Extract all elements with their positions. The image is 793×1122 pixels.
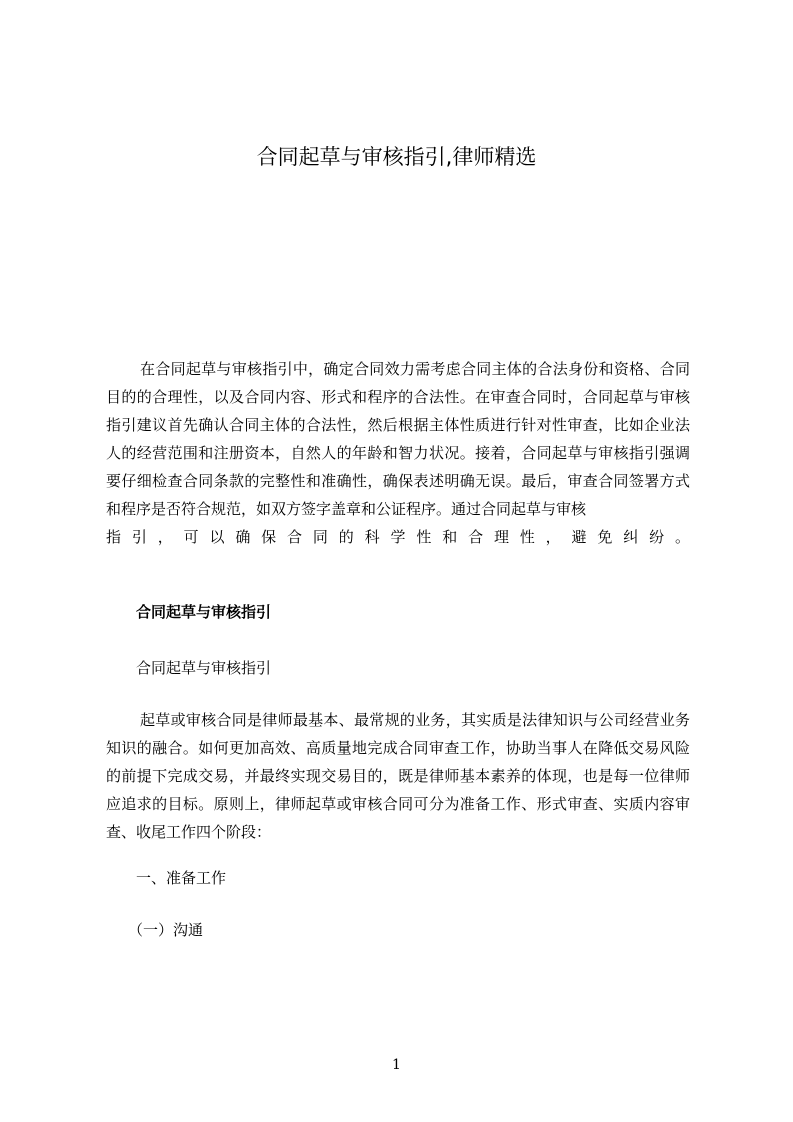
body-paragraph: 起草或审核合同是律师最基本、最常规的业务，其实质是法律知识与公司经营业务知识的融合。如何更加高效、高质量地完成合同审查工作，协助当事人在降低交易风险的前提下完成交易，并最终实现交易目的，既是律师基本素养的体现，也是每一位律师应追求的目标。原则上，律师起草或审核合同可分为准备工作、形式审查、实质内容审查、收尾工作四个阶段： [106,711,690,841]
section-1-heading: 一、准备工作 [136,869,227,887]
page-number: 1 [392,1057,401,1073]
section-heading-plain: 合同起草与审核指引 [136,659,272,677]
document-title: 合同起草与审核指引,律师精选 [256,145,537,169]
intro-paragraph-last-line: 指引，可以确保合同的科学性和合理性，避免纠纷。 [106,528,690,546]
intro-paragraph: 在合同起草与审核指引中，确定合同效力需考虑合同主体的合法身份和资格、合同目的的合理性，以及合同内容、形式和程序的合法性。在审查合同时，合同起草与审核指引建议首先确认合同主体的合法性，然后根据主体性质进行针对性审查，比如企业法人的经营范围和注册资本，自然人的年龄和智力状况。接着，合同起草与审核指引强调要仔细检查合同条款的完整性和准确性，确保表述明确无误。最后，审查合同签署方式和程序是否符合规范，如双方签字盖章和公证程序。通过合同起草与审核 [106,360,690,518]
subsection-1-heading: （一）沟通 [128,921,204,939]
section-heading-bold: 合同起草与审核指引 [136,603,272,621]
